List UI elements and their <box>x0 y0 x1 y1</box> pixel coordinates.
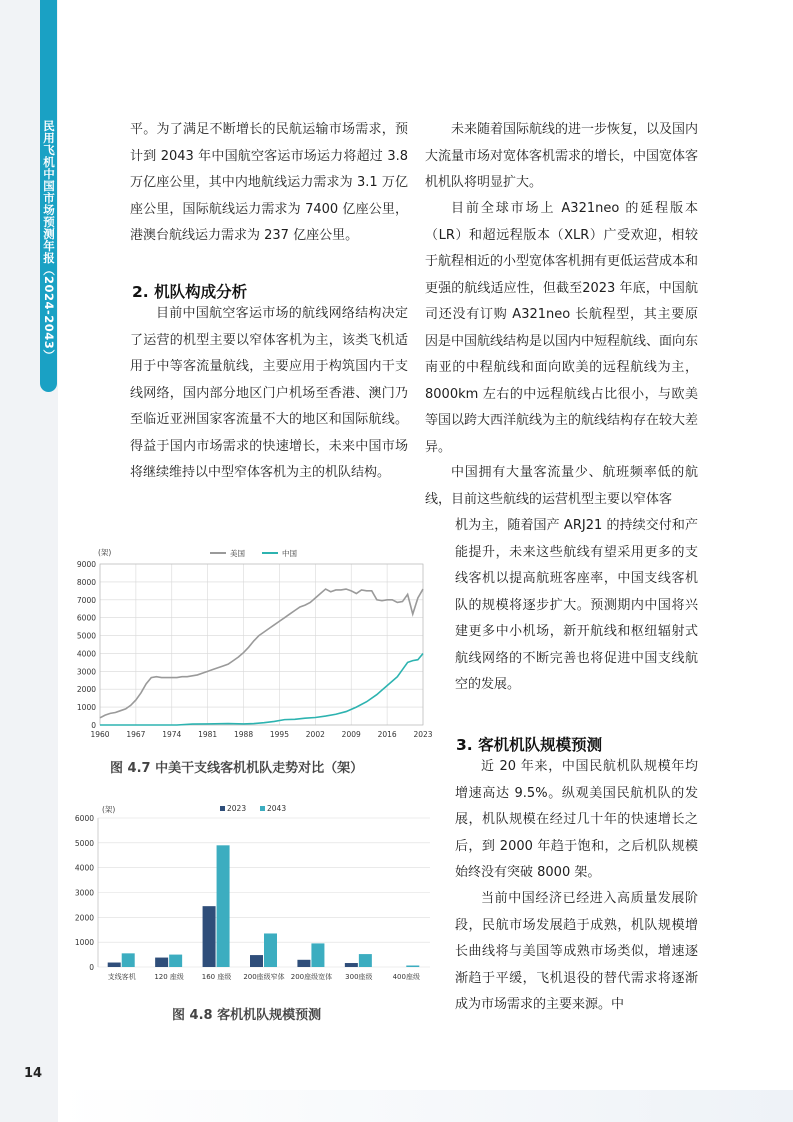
sidebar-title: 民用飞机中国市场预测年报（2024-2043） <box>42 120 56 362</box>
x-tick-label: 300座级 <box>345 973 373 981</box>
x-tick-label: 160 座级 <box>201 973 232 981</box>
y-tick-label: 9000 <box>76 560 96 569</box>
x-tick-label: 支线客机 <box>107 973 136 981</box>
x-tick-label: 1981 <box>198 730 218 739</box>
y-tick-label: 2000 <box>76 685 96 695</box>
x-tick-label: 2023 <box>413 730 433 739</box>
figure-4-7-caption: 图 4.7 中美干支线客机机队走势对比（架） <box>110 761 364 776</box>
bar-2023-2 <box>203 906 216 967</box>
fleet-trend-line-chart <box>60 540 440 745</box>
x-tick-label: 200座级宽体 <box>290 973 333 981</box>
y-tick-label: 3000 <box>76 667 96 677</box>
footer-band <box>58 1090 793 1122</box>
left-paragraph-1: 平。为了满足不断增长的民航运输市场需求，预计到 2043 年中国航空客运市场运力将超过 3.8 万亿座公里，其中内地航线运力需求为 3.1 万亿座公里，国际航线运力需求为 7400 亿座公里，港澳台航线运力需求为 237 亿座公里。 <box>130 122 408 243</box>
y-tick-label: 8000 <box>76 577 96 587</box>
y-tick-label: 5000 <box>76 631 96 641</box>
x-tick-label: 1988 <box>234 730 254 739</box>
x-tick-label: 1960 <box>90 730 110 739</box>
bar-2043-2 <box>217 845 230 967</box>
right-paragraph-5: 当前中国经济已经进入高质量发展阶段，民航市场发展趋于成熟，机队规模增长曲线将与美国等成熟市场类似，增速逐渐趋于平缓，飞机退役的替代需求将逐渐成为市场需求的主要来源。中 <box>455 891 698 1012</box>
x-tick-label: 200座级窄体 <box>243 973 285 981</box>
y-axis-unit: (架) <box>98 548 112 557</box>
bar-2023-1 <box>155 958 168 967</box>
legend-label: 美国 <box>230 549 245 558</box>
bar-2043-3 <box>264 933 277 967</box>
y-tick-label: 6000 <box>74 814 94 823</box>
bar-2023-3 <box>250 955 263 967</box>
y-tick-label: 1000 <box>74 938 94 948</box>
right-paragraph-3b: 机为主，随着国产 ARJ21 的持续交付和产能提升，未来这些航线有望采用更多的支线客机以提高航班客座率，中国支线客机队的规模将逐步扩大。预测期内中国将兴建更多中小机场，新开航线和枢纽辐射式航线网络的不断完善也将促进中国支线航空的发展。 <box>455 518 698 692</box>
y-tick-label: 2000 <box>74 913 94 923</box>
page-number: 14 <box>24 1066 43 1081</box>
y-tick-label: 0 <box>91 721 96 730</box>
bar-2023-4 <box>297 960 310 967</box>
fleet-size-bar-chart <box>60 800 440 990</box>
x-tick-label: 2016 <box>377 730 397 739</box>
y-tick-label: 0 <box>89 963 94 972</box>
section-heading-2: 2. 机队构成分析 <box>132 283 248 301</box>
legend-swatch <box>260 806 265 811</box>
x-tick-label: 1995 <box>269 730 289 739</box>
left-paragraph-2: 目前中国航空客运市场的航线网络结构决定了运营的机型主要以窄体客机为主，该类飞机适用于中等客流量航线，主要应用于构筑国内干支线网络，国内部分地区门户机场至香港、澳门乃至临近亚洲国家客流量不大的地区和国际航线。得益于国内市场需求的快速增长，未来中国市场将继续维持以中型窄体客机为主的机队结构。 <box>130 306 408 480</box>
legend-label: 2043 <box>267 804 287 813</box>
y-tick-label: 3000 <box>74 888 94 898</box>
bar-2023-0 <box>108 963 121 967</box>
y-tick-label: 4000 <box>74 863 94 873</box>
y-tick-label: 4000 <box>76 649 96 659</box>
y-axis-unit: (架) <box>102 805 116 814</box>
bar-2043-6 <box>406 966 419 967</box>
y-tick-label: 6000 <box>76 613 96 623</box>
bar-2043-4 <box>311 943 324 967</box>
right-paragraph-3a: 中国拥有大量客流量少、航班频率低的航线，目前这些航线的运营机型主要以窄体客 <box>425 465 698 507</box>
bar-2043-0 <box>122 953 135 967</box>
plot-frame <box>100 564 423 725</box>
y-tick-label: 1000 <box>76 703 96 713</box>
x-tick-label: 120 座级 <box>154 973 184 981</box>
legend-label: 2023 <box>227 804 247 813</box>
figure-4-8-caption: 图 4.8 客机机队规模预测 <box>172 1008 322 1023</box>
bar-2043-5 <box>359 954 372 967</box>
right-paragraph-1: 未来随着国际航线的进一步恢复，以及国内大流量市场对宽体客机需求的增长，中国宽体客机机队将明显扩大。 <box>425 122 699 190</box>
x-tick-label: 1967 <box>126 730 146 739</box>
x-tick-label: 400座级 <box>392 973 420 981</box>
x-tick-label: 2002 <box>305 730 325 739</box>
bar-2043-1 <box>169 955 182 967</box>
bar-2023-5 <box>345 963 358 967</box>
right-paragraph-2: 目前全球市场上 A321neo 的延程版本（LR）和超远程版本（XLR）广受欢迎，相较于航程相近的小型宽体客机拥有更低运营成本和更强的航线适应性，但截至2023 年底，中国航司还没有订购 A321neo 长航程型，其主要原因是中国航线结构是以国内中短程航线、面向东南亚的中程航线和面向欧美的远程航线为主，8000km 左右的中远程航线占比很小，与欧美等国以跨大西洋航线为主的航线结构存在较大差异。 <box>425 201 699 455</box>
y-tick-label: 5000 <box>74 838 94 848</box>
right-paragraph-4: 近 20 年来，中国民航机队规模年均增速高达 9.5%。纵观美国民航机队的发展，机队规模在经过几十年的快速增长之后，到 2000 年趋于饱和，之后机队规模始终没有突破 8000 架。 <box>455 759 698 880</box>
legend-label: 中国 <box>282 549 297 558</box>
legend-swatch <box>220 806 225 811</box>
y-tick-label: 7000 <box>76 595 96 605</box>
section-heading-3: 3. 客机机队规模预测 <box>456 736 603 754</box>
x-tick-label: 1974 <box>162 730 182 739</box>
x-tick-label: 2009 <box>341 730 361 739</box>
